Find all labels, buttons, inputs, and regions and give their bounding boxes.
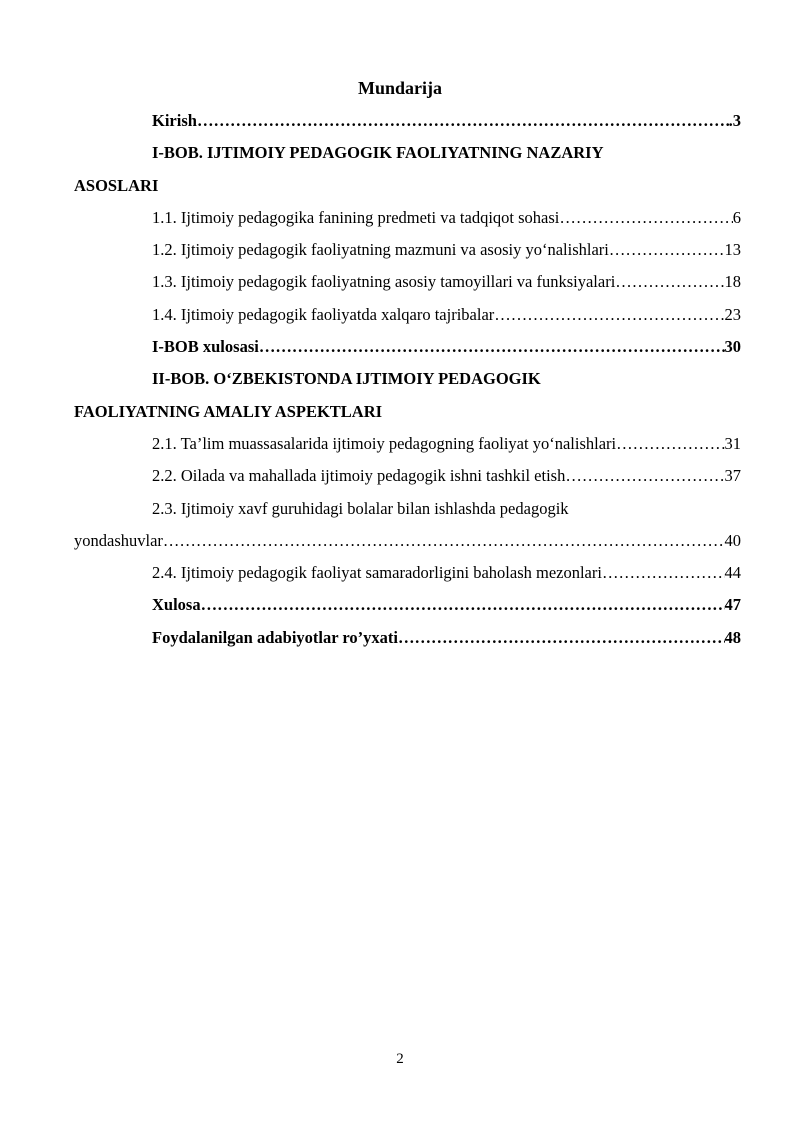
toc-entry-2-3-line1[interactable] xyxy=(113,498,741,530)
dot-leader xyxy=(197,110,729,132)
toc-entry-label: Foydalanilgan adabiyotlar ro’yxati xyxy=(152,627,399,647)
dot-leader xyxy=(602,562,725,584)
toc-entry-1-4[interactable] xyxy=(113,304,741,336)
dot-leader xyxy=(259,336,725,358)
toc-entry-page: 44 xyxy=(724,563,741,583)
dot-leader xyxy=(163,530,725,552)
toc-entry-1-3[interactable] xyxy=(113,271,741,303)
toc-entry-label: 1.3. Ijtimoiy pedagogik faoliyatning asosiy tamoyillari va funksiyalari xyxy=(152,272,616,292)
toc-entry-1-2[interactable] xyxy=(113,239,741,271)
toc-entry-page: 18 xyxy=(724,272,741,292)
toc-entry-label: Kirish xyxy=(152,111,197,130)
toc-entry-page: 40 xyxy=(724,530,741,550)
toc-entry-chapter1-summary[interactable] xyxy=(113,336,741,368)
toc-entry-page: 23 xyxy=(724,304,741,324)
toc-entry-page: 48 xyxy=(724,627,741,647)
toc-entry-page: 37 xyxy=(724,466,741,486)
toc-entry-label: 2.1. Ta’lim muassasalarida ijtimoiy pedagogning faoliyat yo‘nalishlari xyxy=(152,433,617,453)
page-number: 2 xyxy=(396,1051,404,1067)
toc-entry-page: 6 xyxy=(732,207,741,227)
toc-entry-1-1[interactable] xyxy=(113,207,741,239)
dot-leader xyxy=(615,271,724,293)
dot-leader xyxy=(565,465,724,487)
toc-entry-label: 2.3. Ijtimoiy xavf guruhidagi bolalar bilan ishlashda pedagogik xyxy=(152,498,569,518)
dot-leader xyxy=(494,304,724,326)
toc-entry-references[interactable] xyxy=(113,627,741,659)
toc-entry-page: 31 xyxy=(724,433,741,453)
toc-entry-intro[interactable] xyxy=(113,110,741,142)
toc-entry-2-1[interactable] xyxy=(113,433,741,465)
chapter1-heading-cont: ASOSLARI xyxy=(74,175,159,195)
toc-entry-2-3-line2[interactable] xyxy=(74,530,741,562)
toc-entry-page: 30 xyxy=(724,337,741,357)
table-of-contents xyxy=(74,110,741,659)
dot-leader xyxy=(609,239,725,261)
toc-entry-label: 2.2. Oilada va mahallada ijtimoiy pedagogik ishni tashkil etish xyxy=(152,466,566,486)
chapter1-heading[interactable]: I-BOB. IJTIMOIY PEDAGOGIK FAOLIYATNING NAZARIY xyxy=(152,143,604,163)
dot-leader xyxy=(201,594,725,616)
toc-entry-label: Xulosa xyxy=(152,595,201,615)
toc-entry-page: 13 xyxy=(724,240,741,260)
toc-entry-page: 47 xyxy=(724,595,741,615)
dot-leader xyxy=(616,433,724,455)
toc-entry-label: 2.4. Ijtimoiy pedagogik faoliyat samaradorligini baholash mezonlari xyxy=(152,563,602,583)
page-title: Mundarija xyxy=(357,78,442,98)
toc-entry-conclusion[interactable] xyxy=(113,594,741,626)
dot-leader xyxy=(398,627,724,649)
chapter2-heading-cont: FAOLIYATNING AMALIY ASPEKTLARI xyxy=(74,401,383,421)
toc-entry-label: 1.4. Ijtimoiy pedagogik faoliyatda xalqaro tajribalar xyxy=(152,304,495,324)
dot-leader xyxy=(559,207,732,229)
toc-entry-2-4[interactable] xyxy=(113,562,741,594)
toc-entry-label: I-BOB xulosasi xyxy=(152,337,259,357)
toc-entry-label: 1.1. Ijtimoiy pedagogika fanining predmeti va tadqiqot sohasi xyxy=(152,207,560,227)
toc-entry-label: 1.2. Ijtimoiy pedagogik faoliyatning mazmuni va asosiy yo‘nalishlari xyxy=(152,240,609,260)
toc-entry-page: .3 xyxy=(728,111,741,130)
toc-entry-2-2[interactable] xyxy=(113,465,741,497)
toc-entry-label-cont: yondashuvlar xyxy=(74,530,163,550)
chapter2-heading[interactable]: II-BOB. O‘ZBEKISTONDA IJTIMOIY PEDAGOGIK xyxy=(152,369,541,389)
